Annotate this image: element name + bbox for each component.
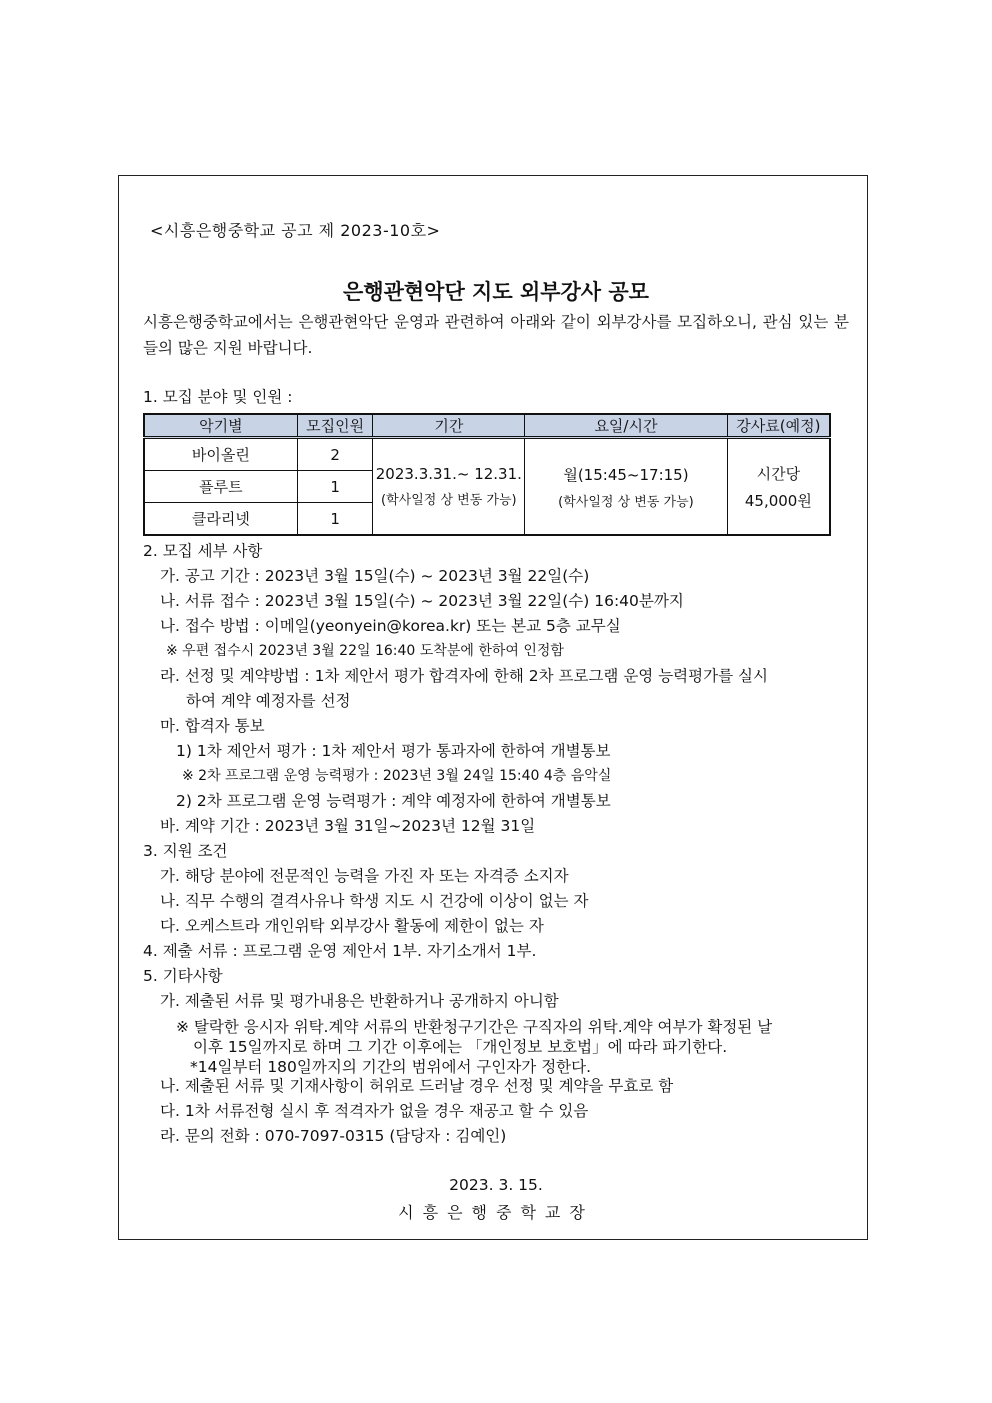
instrument-cell: 바이올린 (144, 438, 297, 471)
section3-item-na: 나. 직무 수행의 결격사유나 학생 지도 시 건강에 이상이 없는 자 (160, 892, 589, 910)
section5-ga-note3: *14일부터 180일까지의 기간의 범위에서 구인자가 정한다. (190, 1058, 592, 1076)
time-cell (525, 438, 728, 536)
time-value: 월(15:45~17:15) (563, 465, 689, 484)
header-count: 모집인원 (297, 414, 373, 438)
section2-item-ra: 라. 선정 및 계약방법 : 1차 제안서 평가 합격자에 한해 2차 프로그램 운영 능력평가를 실시 (160, 667, 768, 685)
count-cell: 1 (297, 471, 373, 503)
section2-heading: 2. 모집 세부 사항 (143, 542, 263, 560)
section2-item-ga: 가. 공고 기간 : 2023년 3월 15일(수) ~ 2023년 3월 22일(수) (160, 567, 590, 585)
document-title: 은행관현악단 지도 외부강사 공모 (343, 280, 649, 304)
section4-heading: 4. 제출 서류 : 프로그램 운영 제안서 1부. 자기소개서 1부. (143, 942, 537, 960)
period-cell (373, 438, 525, 536)
section2-ma-1: 1) 1차 제안서 평가 : 1차 제안서 평가 통과자에 한하여 개별통보 (176, 742, 611, 760)
section5-ga-note2: 이후 15일까지로 하며 그 기간 이후에는 「개인정보 보호법」에 따라 파기한다. (193, 1038, 728, 1056)
recruitment-table (143, 413, 831, 536)
section2-ma-1-note: ※ 2차 프로그램 운영 능력평가 : 2023년 3월 24일 15:40 4층 음악실 (182, 768, 612, 784)
period-note: (학사일정 상 변동 가능) (381, 493, 517, 508)
instrument-cell: 클라리넷 (144, 503, 297, 536)
signer: 시흥은행중학교장 (398, 1203, 594, 1222)
section5-item-na: 나. 제출된 서류 및 기재사항이 허위로 드러날 경우 선정 및 계약을 무효로 함 (160, 1077, 674, 1095)
section2-item-ra-cont: 하여 계약 예정자를 선정 (186, 692, 351, 710)
time-note: (학사일정 상 변동 가능) (558, 494, 694, 510)
section2-item-ba: 바. 계약 기간 : 2023년 3월 31일~2023년 12월 31일 (160, 817, 536, 835)
intro-paragraph: 시흥은행중학교에서는 은행관현악단 운영과 관련하여 아래와 같이 외부강사를 모집하오니, 관심 있는 분들의 많은 지원 바랍니다. (143, 313, 849, 357)
section2-ma-2: 2) 2차 프로그램 운영 능력평가 : 계약 예정자에 한하여 개별통보 (176, 792, 611, 810)
instrument-cell: 플루트 (144, 471, 297, 503)
section5-ga-note1: ※ 탈락한 응시자 위탁.계약 서류의 반환청구기간은 구직자의 위탁.계약 여부가 확정된 날 (176, 1018, 773, 1036)
section3-item-da: 다. 오케스트라 개인위탁 외부강사 활동에 제한이 없는 자 (160, 917, 544, 935)
fee-line2: 45,000원 (744, 491, 812, 510)
header-instrument: 악기별 (144, 414, 297, 438)
count-cell: 1 (297, 503, 373, 536)
notice-number: <시흥은행중학교 공고 제 2023-10호> (150, 221, 441, 240)
header-time: 요일/시간 (525, 414, 728, 438)
section2-item-ma: 마. 합격자 통보 (160, 717, 265, 735)
section2-da-note: ※ 우편 접수시 2023년 3월 22일 16:40 도착분에 한하여 인정함 (166, 643, 564, 659)
table-row (144, 438, 830, 471)
section2-item-na: 나. 서류 접수 : 2023년 3월 15일(수) ~ 2023년 3월 22일(수) 16:40분까지 (160, 592, 684, 610)
section1-heading: 1. 모집 분야 및 인원 : (143, 388, 293, 406)
section3-item-ga: 가. 해당 분야에 전문적인 능력을 가진 자 또는 자격증 소지자 (160, 867, 569, 885)
fee-line1: 시간당 (756, 464, 801, 483)
period-value: 2023.3.31.~ 12.31. (375, 465, 522, 483)
notice-date: 2023. 3. 15. (449, 1176, 543, 1194)
header-fee: 강사료(예정) (727, 414, 830, 438)
section5-item-ra: 라. 문의 전화 : 070-7097-0315 (담당자 : 김예인) (160, 1127, 507, 1145)
fee-cell (727, 438, 830, 536)
section5-item-da: 다. 1차 서류전형 실시 후 적격자가 없을 경우 재공고 할 수 있음 (160, 1102, 589, 1120)
section3-heading: 3. 지원 조건 (143, 842, 228, 860)
section5-heading: 5. 기타사항 (143, 967, 223, 985)
header-period: 기간 (373, 414, 525, 438)
count-cell: 2 (297, 438, 373, 471)
section2-item-da: 나. 접수 방법 : 이메일(yeonyein@korea.kr) 또는 본교 5층 교무실 (160, 617, 621, 635)
table-header-row (144, 414, 830, 438)
section5-item-ga: 가. 제출된 서류 및 평가내용은 반환하거나 공개하지 아니함 (160, 992, 559, 1010)
